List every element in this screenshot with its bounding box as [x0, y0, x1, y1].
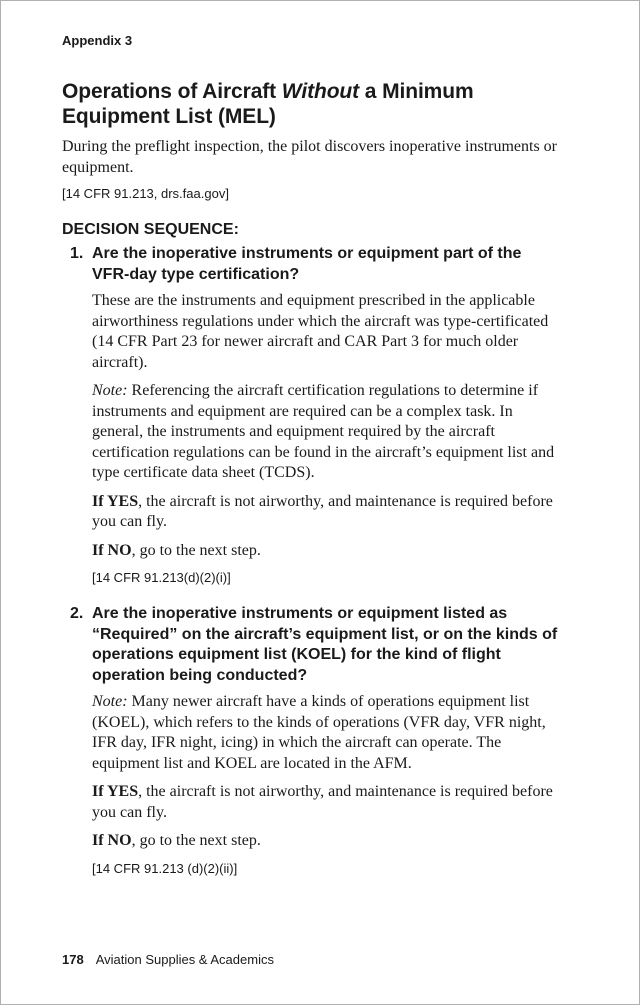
step-reference: [14 CFR 91.213(d)(2)(i)]	[92, 570, 231, 585]
note-label: Note:	[92, 382, 128, 399]
intro-paragraph: During the preflight inspection, the pilot discovers inoperative instruments or equipment.	[62, 138, 558, 176]
page-title	[62, 79, 562, 129]
step-if-yes	[92, 492, 562, 533]
intro-reference: [14 CFR 91.213, drs.faa.gov]	[62, 186, 229, 201]
if-yes-text: , the aircraft is not airworthy, and maintenance is required before you can fly.	[92, 492, 553, 530]
page-number: 178	[62, 952, 84, 967]
step-number: 2.	[70, 605, 84, 622]
step-number: 1.	[70, 245, 84, 262]
if-no-label: If NO	[92, 832, 132, 849]
decision-step-1	[62, 244, 562, 586]
step-explanation: These are the instruments and equipment prescribed in the applicable airworthiness regulations under which the aircraft was type-certificated (14 CFR Part 23 for newer aircraft and CAR Part 3 for much older aircraft).	[92, 292, 549, 371]
running-header: Appendix 3	[62, 33, 133, 48]
page-footer	[62, 952, 274, 967]
step-question: Are the inoperative instruments or equipment listed as “Required” on the aircraft’s equipment list, or on the kinds of operations equipment list (KOEL) for the kind of flight operation being conducted?	[92, 605, 558, 684]
step-note	[92, 381, 562, 484]
note-text: Many newer aircraft have a kinds of operations equipment list (KOEL), which refers to the kinds of operations (VFR day, VFR night, IFR day, IFR night, icing) in which the aircraft can operate. The equipment list and KOEL are located in the AFM.	[92, 693, 546, 772]
title-part-2: a Minimum Equipment List (MEL)	[62, 80, 474, 128]
step-if-yes	[92, 782, 562, 823]
if-yes-label: If YES	[92, 783, 139, 800]
step-note	[92, 692, 562, 774]
step-question: Are the inoperative instruments or equipment part of the VFR-day type certification?	[92, 245, 522, 283]
if-yes-text: , the aircraft is not airworthy, and maintenance is required before you can fly.	[92, 783, 553, 821]
if-no-text: , go to the next step.	[131, 541, 261, 559]
publisher-name: Aviation Supplies & Academics	[95, 952, 274, 967]
if-no-label: If NO	[92, 541, 132, 559]
step-reference: [14 CFR 91.213 (d)(2)(ii)]	[92, 860, 238, 876]
decision-step-2	[62, 604, 562, 877]
title-part-1: Operations of Aircraft	[62, 80, 282, 103]
step-if-no	[92, 831, 562, 852]
title-emphasis: Without	[281, 80, 360, 103]
if-no-text: , go to the next step.	[131, 832, 261, 849]
step-if-no	[92, 541, 562, 562]
section-heading: DECISION SEQUENCE:	[62, 221, 239, 238]
note-text: Referencing the aircraft certification regulations to determine if instruments and equipment are required can be a complex task. In general, the instruments and equipment required by the aircraft certification regulations can be found in the aircraft’s equipment list and type certificate data sheet (TCDS).	[92, 382, 555, 481]
note-label: Note:	[92, 693, 128, 710]
if-yes-label: If YES	[92, 492, 139, 510]
page-content	[62, 79, 562, 877]
